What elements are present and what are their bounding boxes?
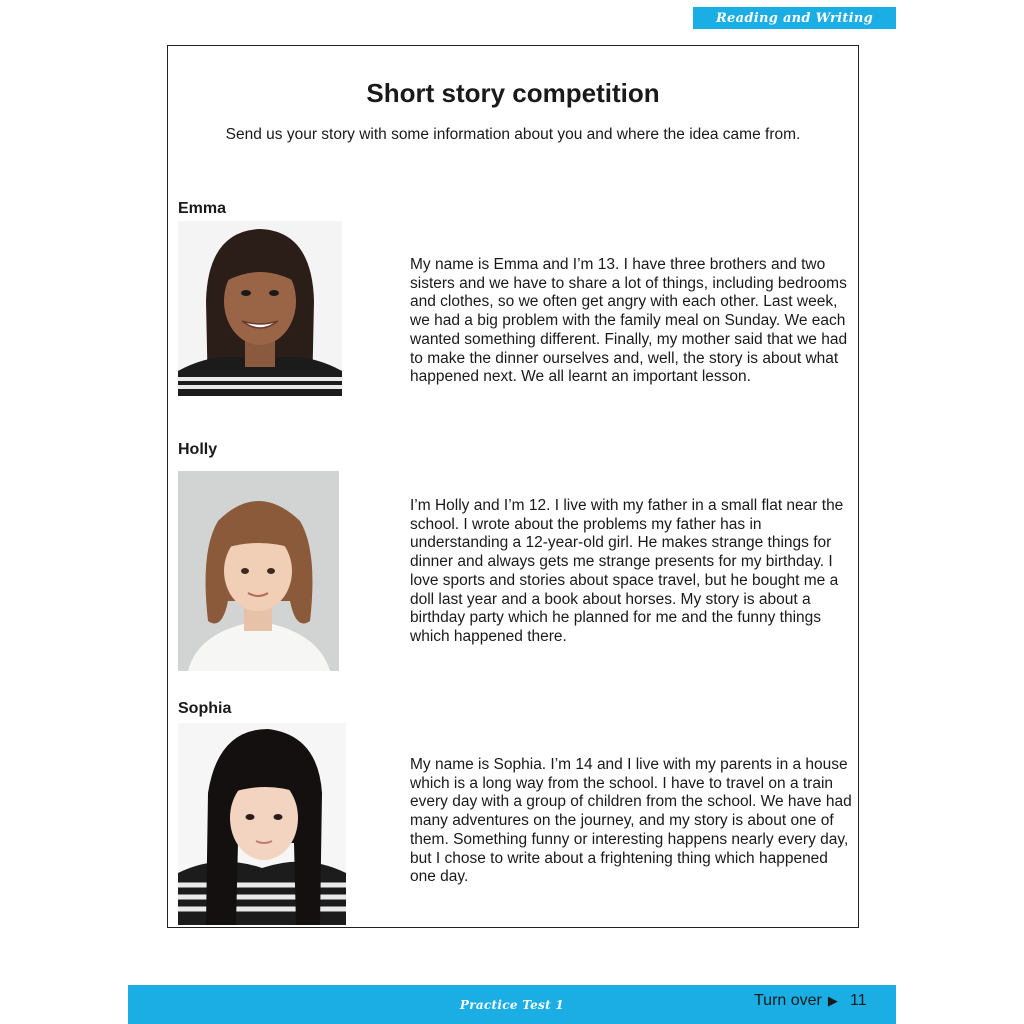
section-tab: Reading and Writing	[693, 7, 896, 29]
entry-story-sophia: My name is Sophia. I’m 14 and I live with my parents in a house which is a long way from the school. I have to travel on a train every day with a group of children from the school. We have had many adventures on the journey, and my story is about one of them. Something funny or interesting happens nearly every day, but I chose to write about a frightening thing which happened one day.	[410, 756, 852, 886]
emma-photo	[178, 221, 342, 396]
sophia-photo	[178, 723, 346, 925]
footer-label: Practice Test 1	[459, 997, 565, 1012]
entry-name-holly: Holly	[178, 441, 218, 458]
turn-over-link	[754, 985, 838, 1017]
entry-story-holly: I’m Holly and I’m 12. I live with my father in a small flat near the school. I wrote about the problems my father has in understanding a 12-year-old girl. He makes strange things for dinner and always gets me strange presents for my birthday. I love sports and stories about space travel, but he bought me a doll last year and a book about horses. My story is about a birthday party which he planned for me and the funny things which happened there.	[410, 497, 844, 645]
page-number: 11	[850, 992, 867, 1009]
article-intro: Send us your story with some information about you and where the idea came from.	[225, 126, 801, 143]
entry-story-emma: My name is Emma and I’m 13. I have three brothers and two sisters and we have to share a lot of things, including bedrooms and clothes, so we often get angry with each other. Last week, we had a big problem with the family meal on Sunday. We each wanted something different. Finally, my mother said that we had to make the dinner ourselves and, well, the story is about what happened next. We all learnt an important lesson.	[410, 256, 848, 386]
entry-name-sophia: Sophia	[178, 700, 232, 717]
article-title: Short story competition	[366, 78, 660, 108]
play-arrow-icon: ▶	[827, 993, 838, 1008]
article-frame	[167, 45, 859, 928]
turn-over-label: Turn over	[754, 992, 822, 1009]
entry-name-emma: Emma	[178, 200, 227, 217]
holly-photo	[178, 471, 339, 671]
footer-bar	[128, 985, 896, 1024]
